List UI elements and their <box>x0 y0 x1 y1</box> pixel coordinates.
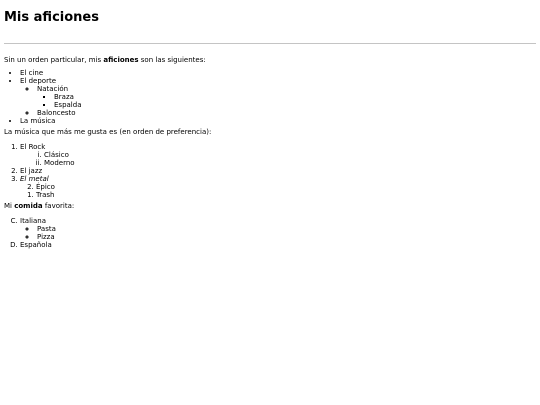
hobbies-intro-bold: aficiones <box>103 56 139 64</box>
rock-list <box>20 151 536 167</box>
food-intro-text-end: favorita: <box>42 202 75 210</box>
list-item-rock-label: El Rock <box>20 143 46 151</box>
list-item-pizza: ◦ Pizza <box>37 233 536 241</box>
page-title: Mis aficiones <box>4 10 99 25</box>
hobbies-intro <box>4 56 536 64</box>
list-item-braza: ▪ Braza <box>54 93 536 101</box>
food-intro-text: Mi <box>4 202 15 210</box>
list-item-rock <box>20 143 536 167</box>
list-item-moderno: ii. Moderno <box>44 159 536 167</box>
list-item-deporte-label: El deporte <box>20 77 56 85</box>
list-item-espalda: ▪ Espalda <box>54 101 536 109</box>
list-item-jazz <box>20 167 536 175</box>
music-intro: La música que más me gusta es (en orden de preferencia): <box>4 128 212 136</box>
list-item-trash: 1. Trash <box>36 191 536 199</box>
food-intro <box>4 202 536 210</box>
list-item-natacion-label: Natación <box>37 85 69 93</box>
list-item-jazz-label: El jazz <box>20 167 43 175</box>
italian-food-list <box>20 225 536 241</box>
list-item-clasico: i. Clásico <box>44 151 536 159</box>
hobbies-intro-text: Sin un orden particular, mis <box>4 56 104 64</box>
list-item-italiana <box>20 217 536 241</box>
swimming-styles-list <box>37 93 536 109</box>
list-item-pasta: ◦ Pasta <box>37 225 536 233</box>
list-item-deporte <box>20 77 536 117</box>
list-item-natacion <box>37 85 536 109</box>
food-intro-bold: comida <box>14 202 43 210</box>
list-item-italiana-label: Italiana <box>20 217 47 225</box>
hobbies-list <box>4 69 536 125</box>
divider <box>4 43 536 44</box>
list-item-baloncesto: ◦ Baloncesto <box>37 109 536 117</box>
list-item-musica: • La música <box>20 117 536 125</box>
list-item-epico: 2. Épico <box>36 183 536 191</box>
hobbies-intro-text-end: son las siguientes: <box>138 56 206 64</box>
list-item-espanola: D. Española <box>20 241 536 249</box>
metal-list <box>20 183 536 199</box>
list-item-metal-label: El metal <box>20 175 49 183</box>
list-item-metal <box>20 175 536 199</box>
sports-list <box>20 85 536 117</box>
music-list <box>4 143 536 199</box>
list-item-cine: • El cine <box>20 69 536 77</box>
food-list <box>4 217 536 249</box>
